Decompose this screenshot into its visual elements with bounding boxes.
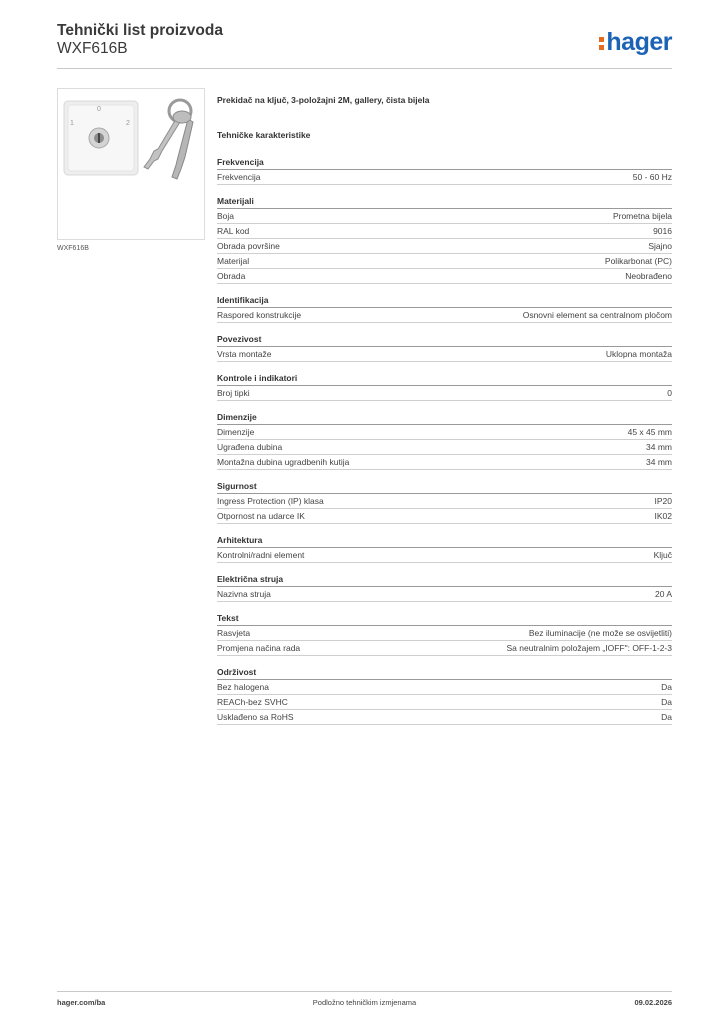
- spec-group: [217, 481, 672, 524]
- spec-value: 50 - 60 Hz: [632, 172, 672, 182]
- spec-value: Da: [661, 697, 672, 707]
- product-name: Prekidač na ključ, 3-položajni 2M, gallery, čista bijela: [217, 95, 430, 105]
- spec-row: [217, 170, 672, 185]
- document-title: Tehnički list proizvoda: [57, 22, 223, 39]
- spec-value: Sjajno: [648, 241, 672, 251]
- spec-group-title: Identifikacija: [217, 295, 672, 308]
- spec-label: Materijal: [217, 256, 250, 266]
- spec-group: [217, 667, 672, 725]
- section-title: Tehničke karakteristike: [217, 130, 311, 140]
- logo-colon-icon: [599, 34, 604, 53]
- spec-value: 34 mm: [646, 457, 672, 467]
- spec-value: 20 A: [654, 589, 672, 599]
- product-image: [57, 88, 205, 240]
- spec-label: Ingress Protection (IP) klasa: [217, 496, 324, 506]
- position-label-2: 2: [126, 120, 130, 127]
- spec-row: [217, 509, 672, 524]
- spec-row: [217, 494, 672, 509]
- spec-value: 0: [667, 388, 672, 398]
- spec-label: Boja: [217, 211, 235, 221]
- spec-label: Frekvencija: [217, 172, 261, 182]
- spec-label: Dimenzije: [217, 427, 255, 437]
- spec-value: Bez iluminacije (ne može se osvijetliti): [528, 628, 672, 638]
- footer-divider: [57, 991, 672, 992]
- spec-row: [217, 347, 672, 362]
- spec-value: Polikarbonat (PC): [604, 256, 672, 266]
- footer-disclaimer: Podložno tehničkim izmjenama: [312, 998, 417, 1007]
- position-label-1: 1: [70, 120, 74, 127]
- logo-text: hager: [606, 28, 672, 56]
- spec-group-title: Povezivost: [217, 334, 672, 347]
- spec-value: Da: [661, 682, 672, 692]
- spec-row: [217, 626, 672, 641]
- spec-group-title: Dimenzije: [217, 412, 672, 425]
- spec-label: Obrada površine: [217, 241, 280, 251]
- spec-label: Otpornost na udarce IK: [217, 511, 305, 521]
- spec-row: [217, 641, 672, 656]
- spec-label: Nazivna struja: [217, 589, 271, 599]
- spec-group-title: Kontrole i indikatori: [217, 373, 672, 386]
- spec-row: [217, 239, 672, 254]
- spec-value: Da: [661, 712, 672, 722]
- spec-group: [217, 157, 672, 185]
- header-divider: [57, 68, 672, 69]
- product-image-caption: WXF616B: [57, 245, 89, 252]
- spec-group: [217, 535, 672, 563]
- spec-label: Montažna dubina ugradbenih kutija: [217, 457, 350, 467]
- footer-date: 09.02.2026: [634, 998, 672, 1007]
- spec-label: REACh-bez SVHC: [217, 697, 288, 707]
- spec-row: [217, 209, 672, 224]
- spec-label: Promjena načina rada: [217, 643, 301, 653]
- spec-row: [217, 680, 672, 695]
- spec-value: Osnovni element sa centralnom pločom: [522, 310, 672, 320]
- spec-value: Neobrađeno: [625, 271, 672, 281]
- spec-label: Bez halogena: [217, 682, 269, 692]
- spec-group: [217, 412, 672, 470]
- spec-group: [217, 295, 672, 323]
- spec-row: [217, 695, 672, 710]
- spec-group: [217, 334, 672, 362]
- spec-content: [217, 95, 672, 736]
- spec-group-title: Materijali: [217, 196, 672, 209]
- spec-value: 45 x 45 mm: [627, 427, 672, 437]
- spec-value: Uklopna montaža: [605, 349, 672, 359]
- spec-row: [217, 587, 672, 602]
- spec-group: [217, 613, 672, 656]
- spec-row: [217, 425, 672, 440]
- spec-row: [217, 455, 672, 470]
- spec-label: Usklađeno sa RoHS: [217, 712, 294, 722]
- spec-label: Broj tipki: [217, 388, 250, 398]
- spec-label: RAL kod: [217, 226, 250, 236]
- hager-logo[interactable]: [599, 28, 672, 57]
- position-label-0: 0: [97, 106, 101, 113]
- spec-label: Kontrolni/radni element: [217, 550, 305, 560]
- spec-row: [217, 224, 672, 239]
- spec-label: Raspored konstrukcije: [217, 310, 302, 320]
- spec-label: Obrada: [217, 271, 246, 281]
- spec-group-title: Frekvencija: [217, 157, 672, 170]
- spec-group-title: Arhitektura: [217, 535, 672, 548]
- spec-row: [217, 386, 672, 401]
- spec-group-title: Sigurnost: [217, 481, 672, 494]
- spec-group: [217, 574, 672, 602]
- document-subtitle: WXF616B: [57, 40, 128, 57]
- spec-value: Ključ: [653, 550, 672, 560]
- spec-value: 9016: [653, 226, 672, 236]
- spec-groups: [217, 157, 672, 725]
- page-header: [57, 22, 672, 70]
- spec-group: [217, 196, 672, 284]
- key-switch-icon: [58, 89, 204, 239]
- spec-value: IP20: [654, 496, 672, 506]
- spec-row: [217, 254, 672, 269]
- spec-label: Vrsta montaže: [217, 349, 272, 359]
- spec-row: [217, 269, 672, 284]
- spec-group: [217, 373, 672, 401]
- spec-row: [217, 710, 672, 725]
- spec-row: [217, 308, 672, 323]
- spec-label: Ugrađena dubina: [217, 442, 283, 452]
- spec-group-title: Tekst: [217, 613, 672, 626]
- spec-group-title: Električna struja: [217, 574, 672, 587]
- spec-value: 34 mm: [646, 442, 672, 452]
- footer-website-link[interactable]: hager.com/ba: [57, 998, 106, 1007]
- spec-label: Rasvjeta: [217, 628, 251, 638]
- spec-group-title: Održivost: [217, 667, 672, 680]
- spec-row: [217, 440, 672, 455]
- spec-value: IK02: [654, 511, 672, 521]
- spec-value: Sa neutralnim položajem „IOFF": OFF-1-2-3: [506, 643, 672, 653]
- spec-value: Prometna bijela: [612, 211, 672, 221]
- spec-row: [217, 548, 672, 563]
